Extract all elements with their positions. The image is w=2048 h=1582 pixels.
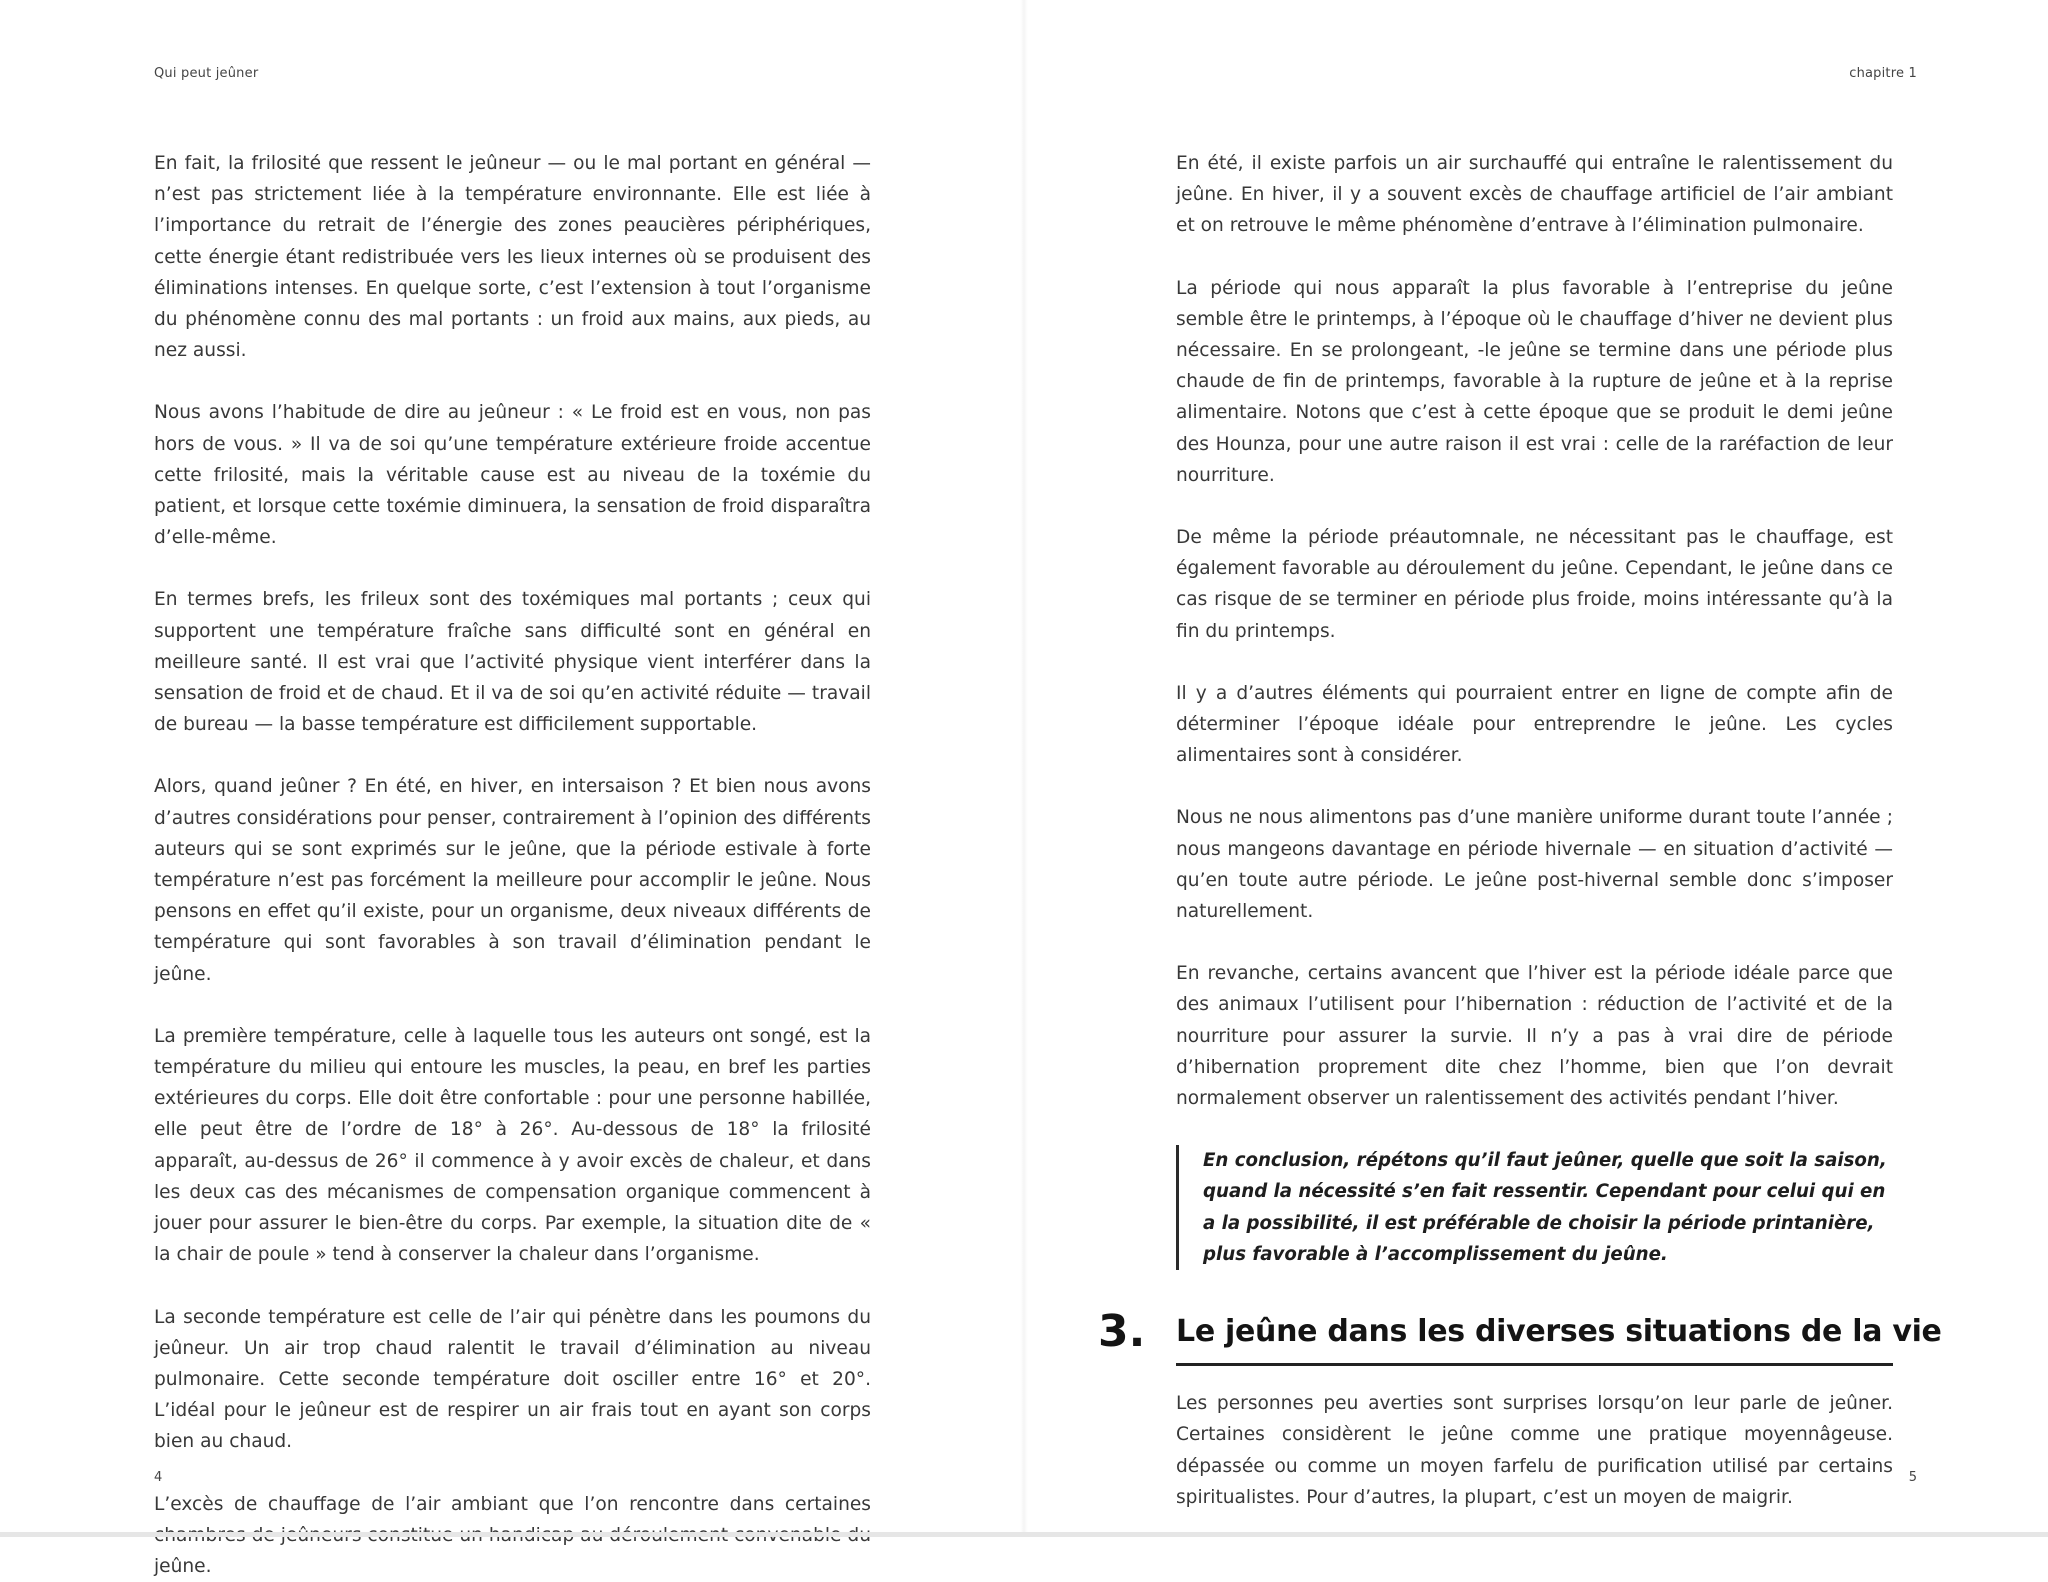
- running-head-left: Qui peut jeûner: [154, 66, 259, 81]
- paragraph: En termes brefs, les frileux sont des toxémiques mal portants ; ceux qui supportent une température fraîche sans difficulté sont en général en meilleure santé. Il est vrai que l’activité physique vient interférer dans la sensation de froid et de chaud. Et il va de soi qu’en activité réduite — travail de bureau — la basse température est difficilement supportable.: [154, 589, 871, 736]
- page-number-right: 5: [1908, 1470, 1917, 1485]
- paragraph: La première température, celle à laquelle tous les auteurs ont songé, est la température du milieu qui entoure les muscles, la peau, en bref les parties extérieures du corps. Elle doit être confortable : pour une personne habillée, elle peut être de l’ordre de 18° à 26°. Au-dessous de 18° la frilosité apparaît, au-dessus de 26° il commence à y avoir excès de chaleur, et dans les deux cas des mécanismes de compensation organique commencent à jouer pour assurer le bien-être du corps. Par exemple, la situation dite de « la chair de poule » tend à conserver la chaleur dans l’organisme.: [154, 1025, 871, 1266]
- right-text-column: [1098, 148, 1942, 1513]
- left-text-column: [154, 148, 871, 1582]
- section-heading: [1098, 1306, 1942, 1366]
- paragraph: De même la période préautomnale, ne nécessitant pas le chauffage, est également favorable au déroulement du jeûne. Cependant, le jeûne dans ce cas risque de se terminer en période plus froide, moins intéressante qu’à la fin du printemps.: [1176, 527, 1893, 642]
- paragraph: Nous avons l’habitude de dire au jeûneur : « Le froid est en vous, non pas hors de vous. » Il va de soi qu’une température extérieure froide accentue cette frilosité, mais la véritable cause est au niveau de la toxémie du patient, et lorsque cette toxémie diminuera, la sensation de froid disparaîtra d’elle-même.: [154, 402, 871, 549]
- paragraph: Nous ne nous alimentons pas d’une manière uniforme durant toute l’année ; nous mangeons davantage en période hivernale — en situation d’activité — qu’en toute autre période. Le jeûne post-hivernal semble donc s’imposer naturellement.: [1176, 807, 1893, 923]
- bottom-edge: [0, 1532, 2048, 1537]
- conclusion-callout: En conclusion, répétons qu’il faut jeûner, quelle que soit la saison, quand la nécessité s’en fait ressentir. Cependant pour celui qui en a la possibilité, il est préférable de choisir la période printanière, plus favorable à l’accomplissement du jeûne.: [1176, 1145, 1893, 1270]
- section-title: Le jeûne dans les diverses situations de la vie: [1176, 1314, 1942, 1350]
- section-number: 3.: [1098, 1306, 1146, 1358]
- paragraph: La seconde température est celle de l’air qui pénètre dans les poumons du jeûneur. Un air trop chaud ralentit le travail d’élimination au niveau pulmonaire. Cette seconde température doit osciller entre 16° et 20°. L’idéal pour le jeûneur est de respirer un air frais tout en ayant son corps bien au chaud.: [154, 1306, 871, 1453]
- paragraph: Il y a d’autres éléments qui pourraient entrer en ligne de compte afin de déterminer l’époque idéale pour entreprendre le jeûne. Les cycles alimentaires sont à considérer.: [1176, 682, 1893, 767]
- left-page: [0, 0, 1024, 1577]
- paragraph: En revanche, certains avancent que l’hiver est la période idéale parce que des animaux l’utilisent pour l’hibernation : réduction de l’activité et de la nourriture pour assurer la survie. Il n’y a pas à vrai dire de période d’hibernation proprement dite chez l’homme, bien que l’on devrait normalement observer un ralentissement des activités pendant l’hiver.: [1176, 963, 1893, 1110]
- paragraph: L’excès de chauffage de l’air ambiant que l’on rencontre dans certaines jeûne.: [154, 1493, 871, 1577]
- running-head-right: chapitre 1: [1849, 66, 1917, 81]
- paragraph: En été, il existe parfois un air surchauffé qui entraîne le ralentissement du jeûne. En hiver, il y a souvent excès de chauffage artificiel de l’air ambiant et on retrouve le même phénomène d’entrave à l’élimination pulmonaire.: [1176, 153, 1893, 237]
- paragraph: En fait, la frilosité que ressent le jeûneur — ou le mal portant en général — n’est pas strictement liée à la température environnante. Elle est liée à l’importance du retrait de l’énergie des zones peaucières périphériques, cette énergie étant redistribuée vers les lieux internes où se produisent des éliminations intenses. En quelque sorte, c’est l’extension à tout l’organisme du phénomène connu des mal portants : un froid aux mains, aux pieds, au nez aussi.: [154, 153, 871, 362]
- paragraph: Les personnes peu averties sont surprises lorsqu’on leur parle de jeûner. Certaines considèrent le jeûne comme une pratique moyennâgeuse. dépassée ou comme un moyen farfelu de purification utilisé par certains spiritualistes. Pour d’autres, la plupart, c’est un moyen de maigrir.: [1176, 1393, 1893, 1508]
- paragraph: La période qui nous apparaît la plus favorable à l’entreprise du jeûne semble être le printemps, à l’époque où le chauffage d’hiver ne devient plus nécessaire. En se prolongeant, -le jeûne se termine dans une période plus chaude de fin de printemps, favorable à la rupture de jeûne et à la reprise alimentaire. Notons que c’est à cette époque que se produit le demi jeûne des Hounza, pour une autre raison il est vrai : celle de la raréfaction de leur nourriture.: [1176, 277, 1893, 486]
- paragraph: Alors, quand jeûner ? En été, en hiver, en intersaison ? Et bien nous avons d’autres considérations pour penser, contrairement à l’opinion des différents auteurs qui se sont exprimés sur le jeûne, que la période estivale à forte température n’est pas forcément la meilleure pour accomplir le jeûne. Nous pensons en effet qu’il existe, pour un organisme, deux niveaux différents de température qui sont favorables à son travail d’élimination pendant le jeûne.: [154, 776, 871, 985]
- page-number-left: 4: [154, 1470, 163, 1485]
- right-page: [1024, 0, 2048, 1537]
